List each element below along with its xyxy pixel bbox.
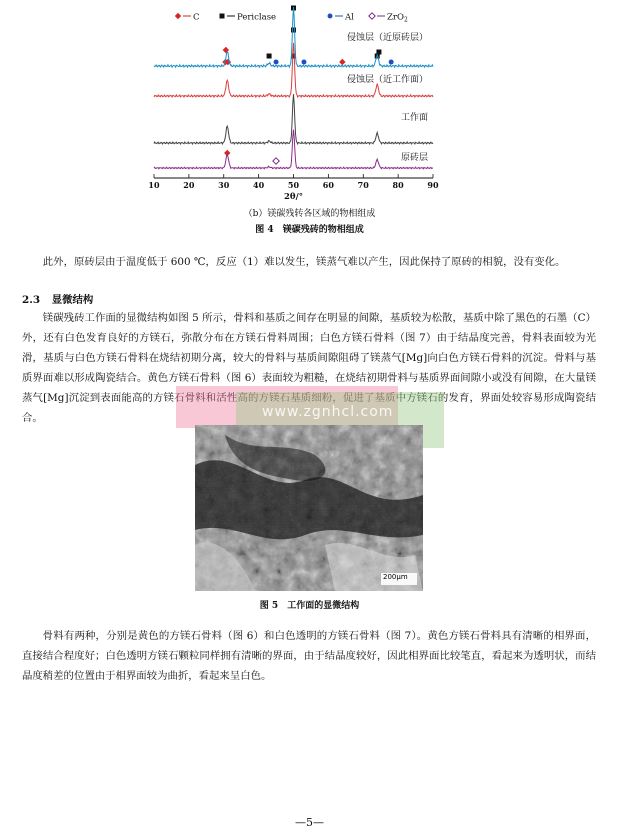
micrograph-image: [195, 425, 423, 591]
x-tick-label-5: 60: [322, 180, 334, 190]
phase-marker-2: [267, 54, 272, 59]
phase-marker-8: [389, 60, 394, 65]
legend-marker-2: [328, 14, 333, 19]
series-label-3: 原砖层: [400, 153, 428, 163]
figure4-subcaption: （b）镁碳残转各区域的物相组成: [243, 209, 376, 219]
phase-marker-74: [376, 50, 381, 55]
chart-legend: [175, 13, 408, 24]
scale-bar-label: 200μm: [383, 573, 408, 581]
page-number: —5—: [295, 816, 324, 829]
phase-marker-3: [274, 60, 279, 65]
x-tick-label-8: 90: [427, 180, 439, 190]
x-tick-label-0: 10: [148, 180, 160, 190]
x-tick-label-1: 20: [183, 180, 195, 190]
phase-marker-5: [301, 60, 306, 65]
legend-label-2: Al: [345, 12, 354, 23]
x-axis-label: 2θ/°: [284, 192, 303, 202]
x-tick-label-7: 80: [392, 180, 404, 190]
section-number: 2.3: [22, 294, 41, 306]
series-label-1: 侵蚀层（近工作面）: [346, 75, 428, 85]
watermark-text: www.zgnhcl.com: [262, 404, 394, 420]
phase-marker-6: [339, 59, 345, 65]
paragraph-1: [22, 252, 596, 272]
legend-marker-1: [220, 14, 225, 19]
section-heading: [22, 291, 93, 306]
x-axis: [148, 174, 439, 202]
series-label-2: 工作面: [400, 113, 428, 123]
x-tick-label-2: 30: [218, 180, 230, 190]
legend-marker-0: [175, 13, 181, 19]
legend-marker-3: [369, 13, 375, 19]
figure4-caption: 图 4 镁碳残砖的物相组成: [255, 225, 364, 235]
legend-label-0: C: [193, 12, 200, 23]
series-label-0: 侵蚀层（近原砖层）: [346, 33, 428, 43]
phase-marker-mid: [291, 28, 296, 33]
xrd-chart: [140, 0, 450, 202]
figure5-caption: 图 5 工作面的显微结构: [259, 601, 360, 611]
micrograph-texture: [195, 425, 423, 591]
xrd-trace-2: [154, 94, 433, 144]
zro2-marker-0: [273, 158, 279, 164]
paragraph-1-text: 此外，原砖层由于温度低于 600 ℃，反应（1）难以发生，镁蒸气难以产生，因此保持了原砖的相貌，没有变化。: [42, 256, 566, 268]
x-tick-label-3: 40: [253, 180, 265, 190]
legend-label-3: ZrO$_2$: [387, 12, 408, 24]
legend-label-1: Periclase: [237, 12, 277, 23]
paragraph-3: [22, 626, 596, 686]
xrd-trace-3: [154, 130, 433, 169]
xrd-trace-1: [154, 43, 433, 97]
paragraph-3-text: 骨料有两种，分别是黄色的方镁石骨料（图 6）和白色透明的方镁石骨料（图 7）。黄色方镁石骨料具有清晰的相界面，直接结合程度好；白色透明方镁石颗粒同样拥有清晰的界面，由于结晶度较好，因此相界面比较笔直，看起来为透明状，而结晶度稍差的位置由于相界面较为曲折，看起来呈白色。: [22, 630, 596, 682]
x-tick-label-4: 50: [287, 180, 300, 190]
x-tick-label-6: 70: [357, 180, 369, 190]
section-title: 显微结构: [51, 294, 94, 306]
legend-label-sub-3: 2: [403, 16, 408, 24]
paragraph-2-text: 镁碳残砖工作面的显微结构如图 5 所示，骨料和基质之间存在明显的间隙，基质较为松散，基质中除了黑色的石墨（C）外，还有白色发育良好的方镁石，弥散分布在方镁石骨料周围；白色方镁石骨料（图 7）由于结晶度完善，骨料表面较为光滑，基质与白色方镁石骨料在烧结初期分离，较大的骨料与基质间隙阻碍了镁蒸气[Mg]向白色方镁石骨料的沉淀。骨料与基质界面难以形成陶瓷结合。黄色方镁石骨料（图 6）表面较为粗糙，在烧结初期骨料与基质界面间隙小或没有间隙，在大量镁蒸气[Mg]沉淀到表面能高的方镁石骨料和活性高的方镁石基质细粉，促进了基质中方镁石的发育，界面处较容易形成陶瓷结合。: [22, 312, 596, 424]
